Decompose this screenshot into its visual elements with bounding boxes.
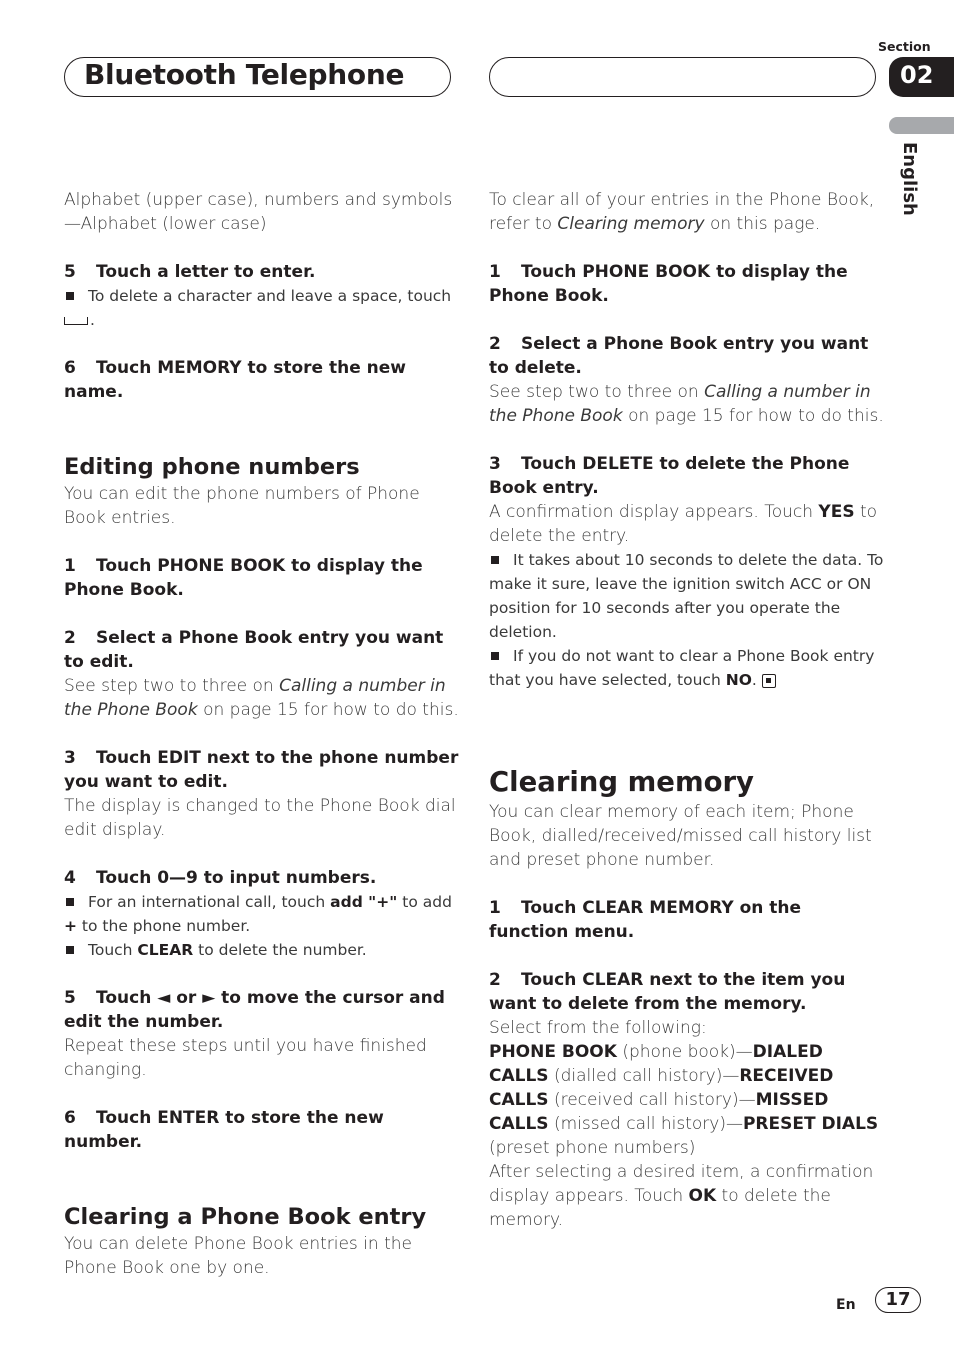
language-tab-marker (889, 117, 954, 134)
language-label: English (899, 142, 920, 216)
intro-text: Alphabet (upper case), numbers and symbols —Alphabet (lower case) (64, 190, 453, 234)
edit-step-3-body: The display is changed to the Phone Book dial edit display. (64, 796, 456, 840)
edit-step-5-body: Repeat these steps until you have finished changing. (64, 1036, 427, 1080)
edit-step-2-body: See step two to three on Calling a number in the Phone Book on page 15 for how to do this. (64, 676, 459, 720)
section-label: Section (878, 39, 931, 54)
edit-step-1: 1 Touch PHONE BOOK to display the Phone Book. (64, 556, 423, 600)
step-5: 5 Touch a letter to enter. (64, 262, 316, 282)
cross-reference: Clearing memory (557, 214, 705, 234)
memory-confirmation-text: After selecting a desired item, a confirmation display appears. Touch OK to delete the memory. (489, 1162, 874, 1230)
delete-step-3: 3 Touch DELETE to delete the Phone Book entry. (489, 454, 850, 498)
memory-options: PHONE BOOK (phone book)—DIALED CALLS (dialled call history)—RECEIVED CALLS (received call history)—MISSED CALLS (missed call history)—PRESET DIALS (preset phone numbers) (489, 1042, 879, 1158)
bullet-icon (491, 556, 499, 564)
delete-step-2: 2 Select a Phone Book entry you want to delete. (489, 334, 869, 378)
edit-step-5: 5 Touch ◄ or ► to move the cursor and edit the number. (64, 988, 445, 1032)
space-key-icon (64, 317, 88, 325)
end-of-section-icon (762, 674, 776, 688)
delete-step-3-body: A confirmation display appears. Touch YES to delete the entry. (489, 502, 878, 546)
page-number: 17 (875, 1287, 921, 1313)
left-column (64, 188, 459, 1280)
section-heading-editing: Editing phone numbers (64, 454, 360, 480)
memory-step-2: 2 Touch CLEAR next to the item you want to delete from the memory. (489, 970, 846, 1014)
memory-step-2-body: Select from the following: (489, 1018, 707, 1038)
step-6: 6 Touch MEMORY to store the new name. (64, 358, 407, 402)
bullet-item: For an international call, touch add "+" to add + to the phone number. (64, 893, 452, 935)
memory-step-1: 1 Touch CLEAR MEMORY on the function menu. (489, 898, 802, 942)
delete-intro: To clear all of your entries in the Phone Book, refer to Clearing memory on this page. (489, 190, 875, 234)
clearing-entry-intro: You can delete Phone Book entries in the Phone Book one by one. (64, 1234, 412, 1278)
section-number-tab: 02 (889, 57, 954, 97)
bullet-icon (66, 898, 74, 906)
bullet-icon (491, 652, 499, 660)
bullet-icon (66, 292, 74, 300)
edit-step-2: 2 Select a Phone Book entry you want to edit. (64, 628, 444, 672)
right-column (489, 188, 884, 1232)
bullet-item: If you do not want to clear a Phone Book entry that you have selected, touch NO. (489, 647, 875, 689)
delete-step-2-body: See step two to three on Calling a number in the Phone Book on page 15 for how to do this. (489, 382, 884, 426)
bullet-item: To delete a character and leave a space, touch . (64, 284, 459, 332)
section-heading-clearing-memory: Clearing memory (489, 766, 754, 798)
bullet-icon (66, 946, 74, 954)
delete-step-1: 1 Touch PHONE BOOK to display the Phone Book. (489, 262, 848, 306)
bullet-item: Touch CLEAR to delete the number. (64, 938, 459, 962)
editing-intro: You can edit the phone numbers of Phone Book entries. (64, 484, 420, 528)
section-heading-clearing-entry: Clearing a Phone Book entry (64, 1204, 427, 1230)
footer-language-code: En (836, 1297, 856, 1313)
cross-reference: Calling a number in the Phone Book (64, 676, 446, 720)
page-title: Bluetooth Telephone (84, 58, 405, 91)
edit-step-4: 4 Touch 0—9 to input numbers. (64, 868, 377, 888)
edit-step-6: 6 Touch ENTER to store the new number. (64, 1108, 384, 1152)
bullet-item: It takes about 10 seconds to delete the data. To make it sure, leave the ignition switch ACC or ON position for 10 seconds after you operate the deletion. (489, 551, 884, 641)
memory-intro: You can clear memory of each item; Phone Book, dialled/received/missed call history list and preset phone number. (489, 802, 872, 870)
edit-step-3: 3 Touch EDIT next to the phone number you want to edit. (64, 748, 459, 792)
cross-reference: Calling a number in the Phone Book (489, 382, 871, 426)
header-empty-frame (489, 57, 876, 97)
